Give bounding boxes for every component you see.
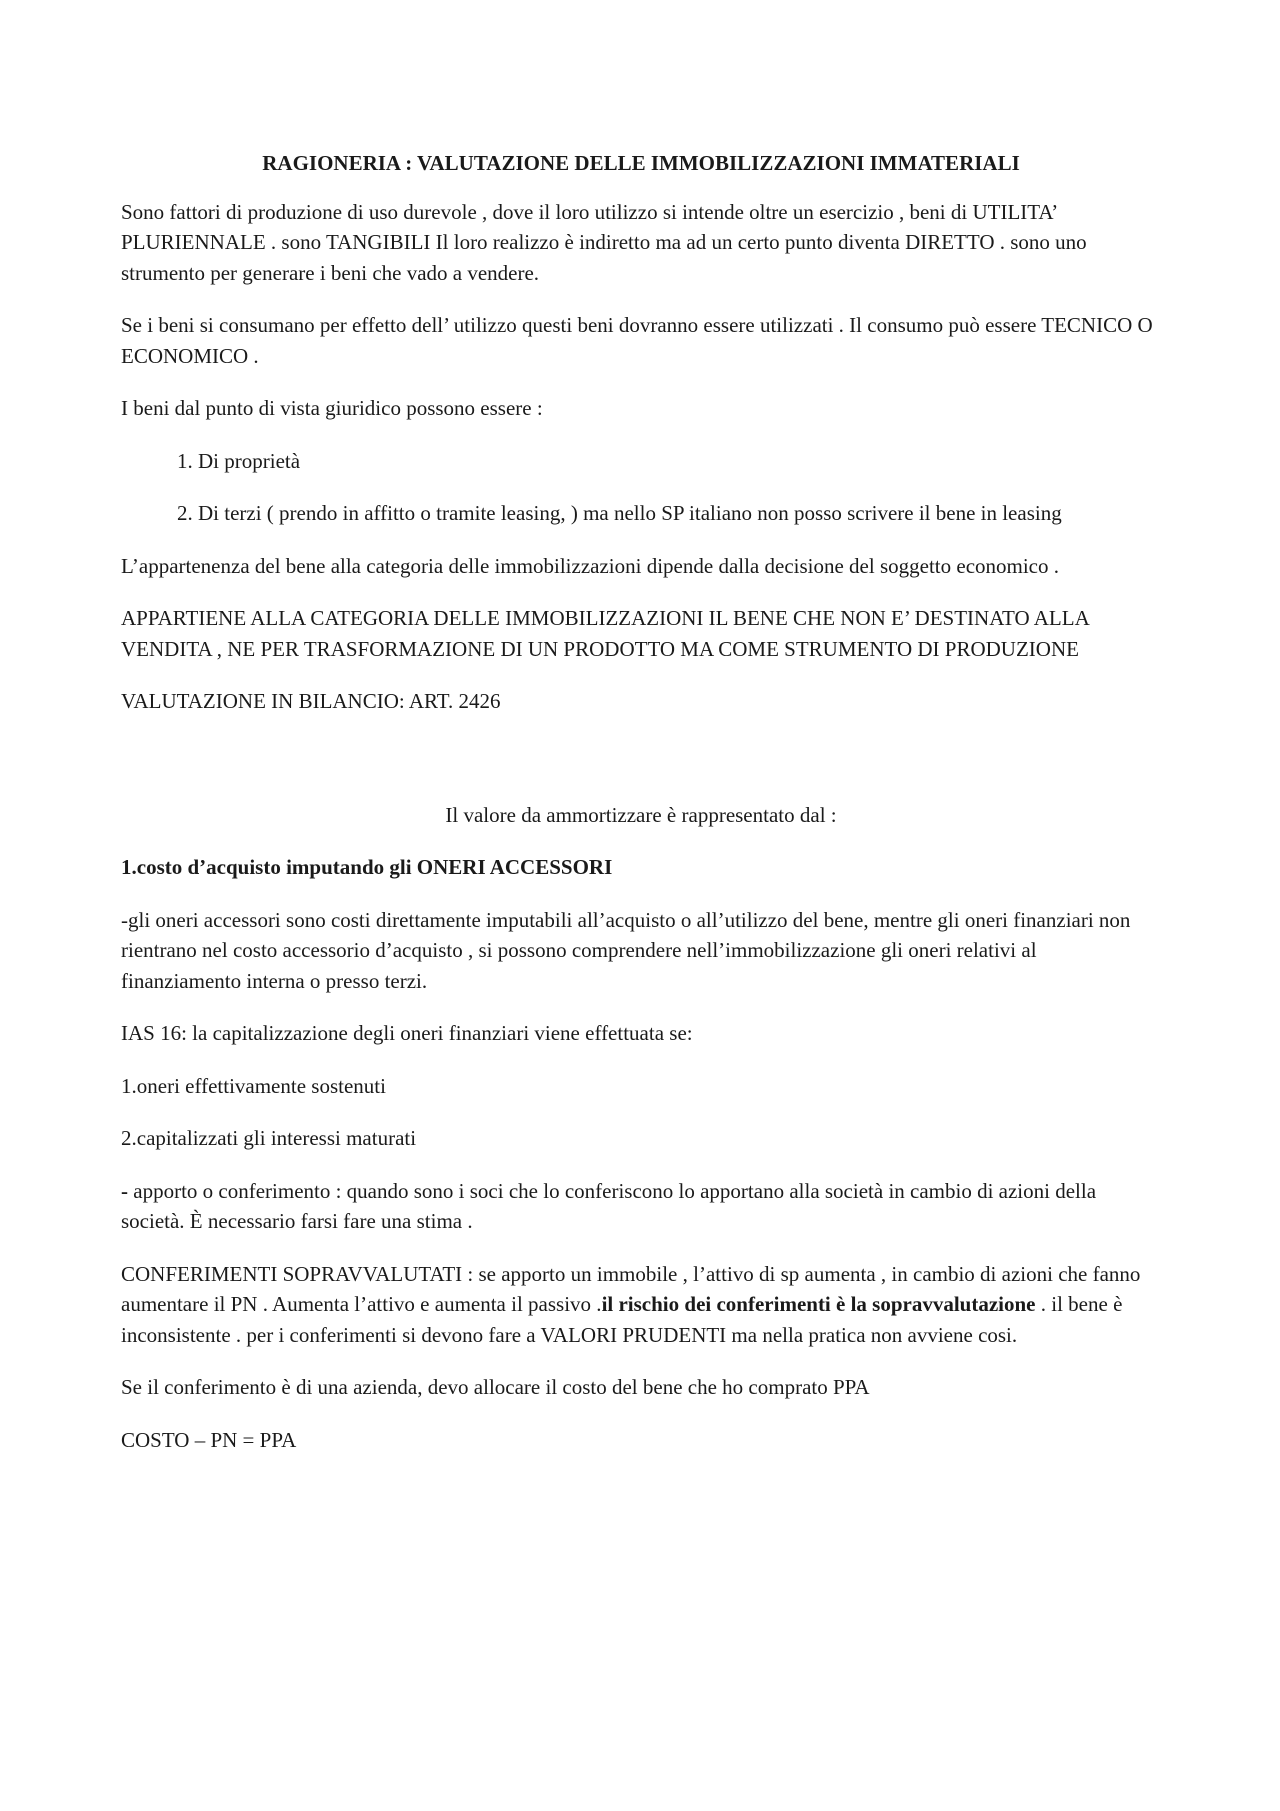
paragraph-conferimenti [121, 1259, 1161, 1351]
paragraph-giuridico: I beni dal punto di vista giuridico possono essere : [121, 396, 543, 420]
section-heading: 1.costo d’acquisto imputando gli ONERI ACCESSORI [121, 855, 613, 879]
paragraph-categoria: APPARTIENE ALLA CATEGORIA DELLE IMMOBILIZZAZIONI IL BENE CHE NON E’ DESTINATO ALLA VENDITA , NE PER TRASFORMAZIONE DI UN PRODOTTO MA COME STRUMENTO DI PRODUZIONE [121, 606, 1089, 661]
paragraph-appartenenza: L’appartenenza del bene alla categoria delle immobilizzazioni dipende dalla decisione del soggetto economico . [121, 553, 1060, 578]
paragraph-interessi: 2.capitalizzati gli interessi maturati [121, 1126, 417, 1150]
list-item: 1. Di proprietà [198, 446, 1161, 477]
conferimenti-text-b: . il bene è inconsistente . per i conferimenti si devono fare a VALORI PRUDENTI ma nella pratica non avviene cosi. [121, 1292, 1123, 1347]
conferimenti-text-a: CONFERIMENTI SOPRAVVALUTATI : se apporto un immobile , l’attivo di sp aumenta , in cambio di azioni che fanno aumentare il PN . Aumenta l’attivo e aumenta il passivo . [121, 1261, 1141, 1316]
list-tipologia-beni [121, 446, 1161, 529]
document-title: RAGIONERIA : VALUTAZIONE DELLE IMMOBILIZZAZIONI IMMATERIALI [262, 151, 1020, 175]
apporto-text: apporto o conferimento : quando sono i soci che lo conferiscono lo apportano alla società in cambio di azioni della società. È necessario farsi fare una stima . [121, 1178, 1097, 1233]
paragraph-intro: Sono fattori di produzione di uso durevole , dove il loro utilizzo si intende oltre un esercizio , beni di UTILITA’ PLURIENNALE . sono TANGIBILI Il loro realizzo è indiretto ma ad un certo punto diventa DIRETTO . sono uno strumento per generare i beni che vado a vendere. [121, 199, 1087, 285]
paragraph-azienda: Se il conferimento è di una azienda, devo allocare il costo del bene che ho comprato PPA [121, 1375, 870, 1399]
paragraph-consumo: Se i beni si consumano per effetto dell’ utilizzo questi beni dovranno essere utilizzati . Il consumo può essere TECNICO O ECONOMICO . [121, 313, 1153, 368]
paragraph-valutazione: VALUTAZIONE IN BILANCIO: ART. 2426 [121, 689, 501, 713]
paragraph-valore: Il valore da ammortizzare è rappresentato dal : [445, 802, 837, 827]
blank-line [121, 739, 1161, 800]
document-page [121, 148, 1161, 1477]
dash-bold: - [121, 1178, 128, 1203]
paragraph-oneri: -gli oneri accessori sono costi direttamente imputabili all’acquisto o all’utilizzo del bene, mentre gli oneri finanziari non rientrano nel costo accessorio d’acquisto , si possono comprendere nell’immobilizzazione gli oneri relativi al finanziamento interna o presso terzi. [121, 907, 1131, 993]
paragraph-oneri-sostenuti: 1.oneri effettivamente sostenuti [121, 1073, 386, 1098]
paragraph-ias16: IAS 16: la capitalizzazione degli oneri finanziari viene effettuata se: [121, 1021, 693, 1045]
list-item: 2. Di terzi ( prendo in affitto o tramite leasing, ) ma nello SP italiano non posso scrivere il bene in leasing [198, 498, 1161, 529]
conferimenti-bold: il rischio dei conferimenti è la sopravvalutazione [601, 1292, 1036, 1316]
paragraph-apporto [121, 1176, 1161, 1237]
paragraph-formula: COSTO – PN = PPA [121, 1427, 297, 1452]
